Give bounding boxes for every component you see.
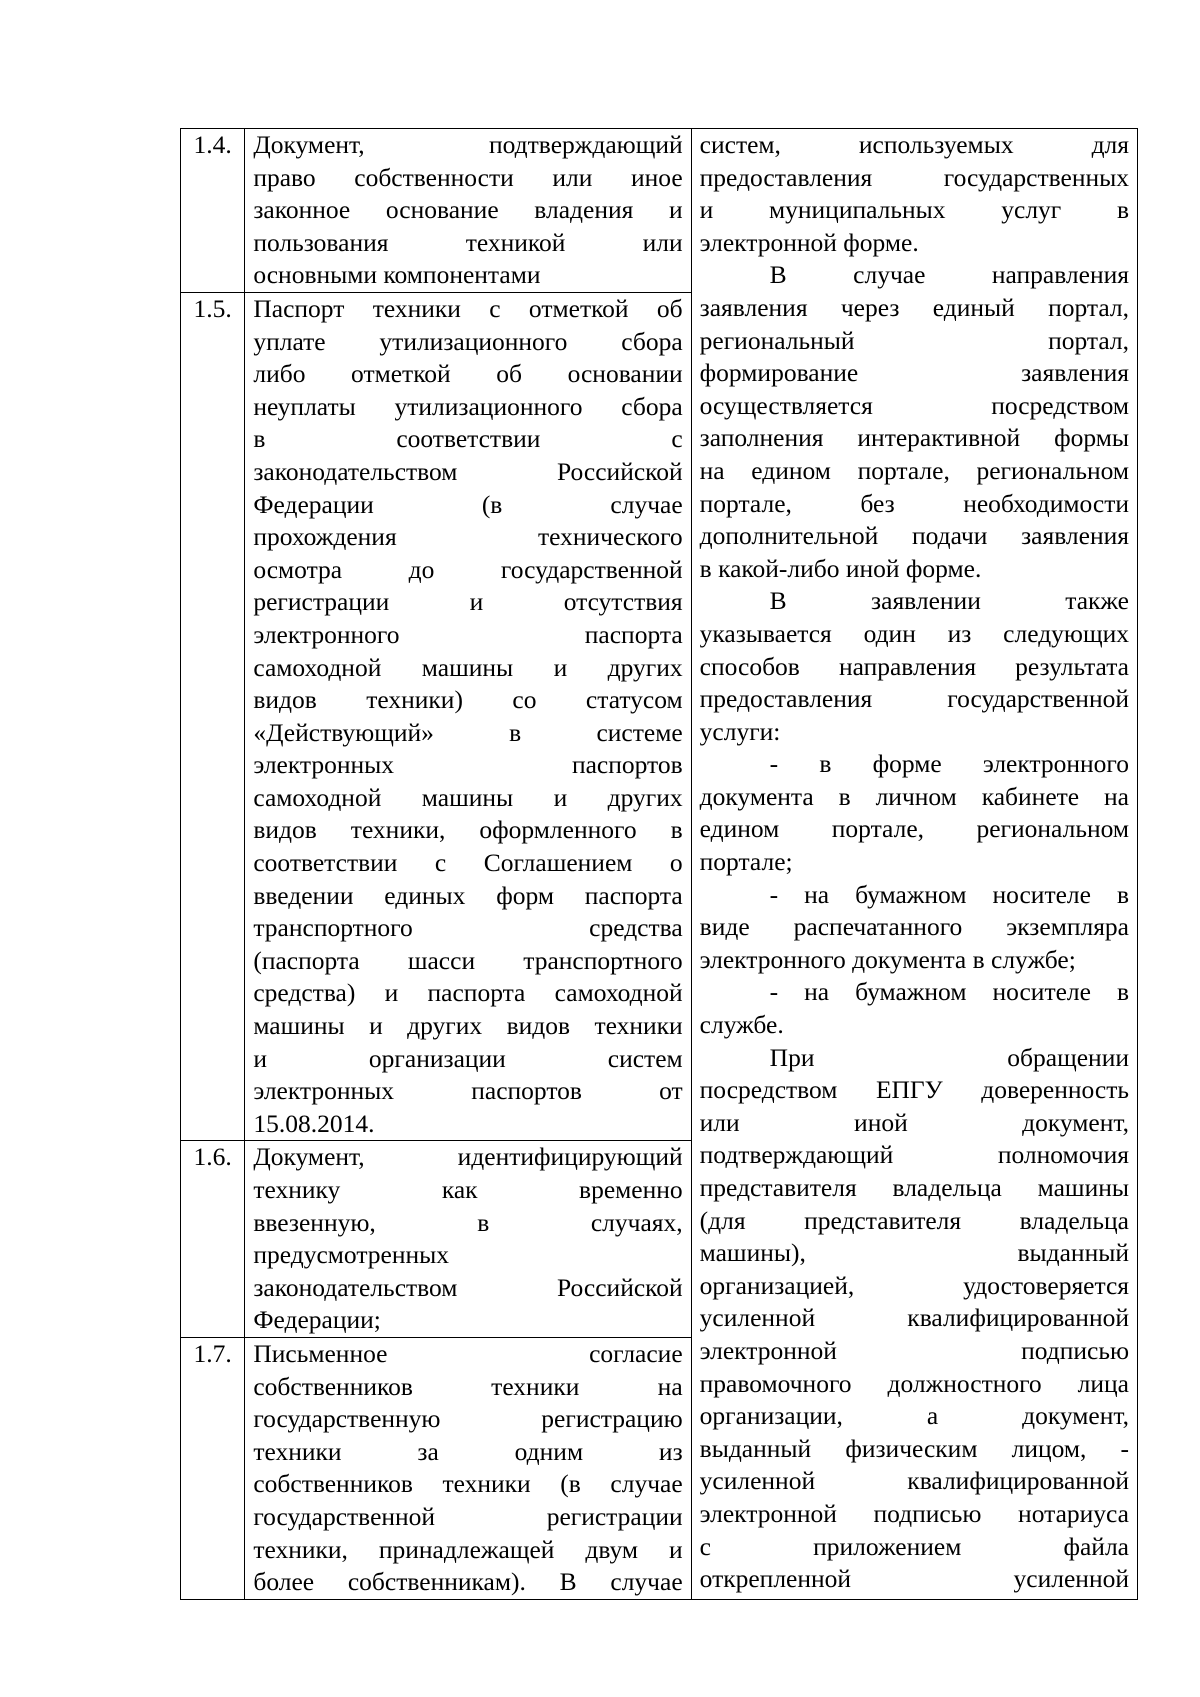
text-line: систем, используемых для — [699, 130, 1129, 159]
text-line: подтверждающий полномочия — [699, 1140, 1129, 1170]
text-line: виде распечатанного экземпляра — [699, 912, 1129, 942]
text-line: В заявлении также — [769, 586, 1129, 616]
text-line: уплате утилизационного сбора — [253, 326, 683, 356]
text-line: услуги: — [699, 716, 781, 746]
text-line: законодательством Российской — [253, 1272, 683, 1302]
text-line: - в форме электронного — [769, 749, 1129, 779]
text-line: более собственникам). В случае — [253, 1567, 683, 1597]
text-line: видов техники, оформленного в — [253, 815, 683, 845]
text-line: заявления через единый портал, — [699, 292, 1129, 322]
text-line: транспортного средства — [253, 913, 683, 943]
text-line: машины), выданный — [699, 1238, 1129, 1268]
text-line: законное основание владения и — [253, 195, 683, 225]
text-line: осуществляется посредством — [699, 390, 1129, 420]
text-line: технику как временно — [253, 1175, 683, 1204]
row-text — [245, 1337, 691, 1599]
text-line: Федерации; — [253, 1305, 381, 1335]
text-line: или иной документ, — [699, 1107, 1129, 1137]
text-line: организации, а документ, — [699, 1401, 1129, 1431]
text-line: правомочного должностного лица — [699, 1368, 1129, 1398]
text-line: машины и других видов техники — [253, 1011, 683, 1041]
text-line: электронной подписью нотариуса — [699, 1498, 1129, 1528]
text-line: государственной регистрации — [253, 1501, 683, 1531]
text-line: пользования техникой или — [253, 227, 683, 257]
text-line: электронной подписью — [699, 1335, 1129, 1365]
right-column-text — [691, 129, 1137, 1600]
text-line: едином портале, региональном — [699, 814, 1129, 844]
text-line: - на бумажном носителе в — [769, 977, 1129, 1007]
text-line: Паспорт техники с отметкой об — [253, 293, 683, 323]
text-line: в соответствии с — [253, 424, 683, 454]
row-number: 1.7. — [181, 1337, 245, 1599]
text-line: основными компонентами — [253, 260, 541, 290]
text-line: (для представителя владельца — [699, 1205, 1129, 1235]
text-line: регистрации и отсутствия — [253, 587, 683, 617]
text-line: ввезенную, в случаях, — [253, 1207, 683, 1237]
text-line: собственников техники на — [253, 1371, 683, 1401]
text-line: законодательством Российской — [253, 456, 683, 486]
text-line: с приложением файла — [699, 1531, 1129, 1561]
text-line: усиленной квалифицированной — [699, 1303, 1129, 1333]
text-line: региональный портал, — [699, 325, 1129, 355]
text-line: неуплаты утилизационного сбора — [253, 391, 683, 421]
text-line: предоставления государственной — [699, 684, 1129, 714]
text-line: либо отметкой об основании — [253, 359, 683, 389]
text-line: электронного паспорта — [253, 619, 683, 649]
text-line: Документ, подтверждающий — [253, 130, 683, 159]
text-line: электронных паспортов от — [253, 1076, 683, 1106]
row-text — [245, 292, 691, 1140]
text-line: электронного документа в службе; — [699, 944, 1076, 974]
text-line: посредством ЕПГУ доверенность — [699, 1075, 1129, 1105]
row-number: 1.4. — [181, 129, 245, 293]
text-line: соответствии с Соглашением о — [253, 848, 683, 878]
text-line: Письменное согласие — [253, 1338, 683, 1368]
text-line: способов направления результата — [699, 651, 1129, 681]
text-line: организацией, удостоверяется — [699, 1270, 1129, 1300]
row-number: 1.5. — [181, 292, 245, 1140]
text-line: и организации систем — [253, 1043, 683, 1073]
text-line: выданный физическим лицом, - — [699, 1433, 1129, 1463]
text-line: на едином портале, региональном — [699, 455, 1129, 485]
text-line: портале, без необходимости — [699, 488, 1129, 518]
text-line: - на бумажном носителе в — [769, 879, 1129, 909]
text-line: службе. — [699, 1010, 784, 1040]
text-line: осмотра до государственной — [253, 554, 683, 584]
text-line: предусмотренных — [253, 1240, 450, 1270]
text-line: портале; — [699, 847, 793, 877]
text-line: прохождения технического — [253, 522, 683, 552]
text-line: право собственности или иное — [253, 162, 683, 192]
text-line: техники, принадлежащей двум и — [253, 1534, 683, 1564]
text-line: самоходной машины и других — [253, 652, 683, 682]
row-text — [245, 129, 691, 293]
text-line: указывается один из следующих — [699, 618, 1129, 648]
text-line: введении единых форм паспорта — [253, 880, 683, 910]
text-line: предоставления государственных — [699, 162, 1129, 192]
text-line: государственную регистрацию — [253, 1404, 683, 1434]
text-line: в какой-либо иной форме. — [699, 553, 982, 583]
text-line: Документ, идентифицирующий — [253, 1142, 683, 1172]
text-line: (паспорта шасси транспортного — [253, 945, 683, 975]
text-line: При обращении — [769, 1042, 1129, 1072]
text-line: видов техники) со статусом — [253, 685, 683, 715]
text-line: усиленной квалифицированной — [699, 1466, 1129, 1496]
text-line: формирование заявления — [699, 358, 1129, 388]
document-table — [180, 128, 1138, 1600]
text-line: техники за одним из — [253, 1436, 683, 1466]
row-text — [245, 1141, 691, 1338]
text-line: самоходной машины и других — [253, 782, 683, 812]
text-line: электронных паспортов — [253, 750, 683, 780]
text-line: открепленной усиленной — [699, 1564, 1129, 1594]
row-number: 1.6. — [181, 1141, 245, 1338]
text-line: «Действующий» в системе — [253, 717, 683, 747]
text-line: Федерации (в случае — [253, 489, 683, 519]
text-line: дополнительной подачи заявления — [699, 521, 1129, 551]
table-row — [181, 129, 1138, 293]
text-line: электронной форме. — [699, 227, 919, 257]
text-line: собственников техники (в случае — [253, 1469, 683, 1499]
text-line: и муниципальных услуг в — [699, 195, 1129, 225]
text-line: средства) и паспорта самоходной — [253, 978, 683, 1008]
text-line: документа в личном кабинете на — [699, 781, 1129, 811]
text-line: В случае направления — [769, 260, 1129, 290]
text-line: представителя владельца машины — [699, 1173, 1129, 1202]
text-line: 15.08.2014. — [253, 1108, 375, 1138]
text-line: заполнения интерактивной формы — [699, 423, 1129, 453]
